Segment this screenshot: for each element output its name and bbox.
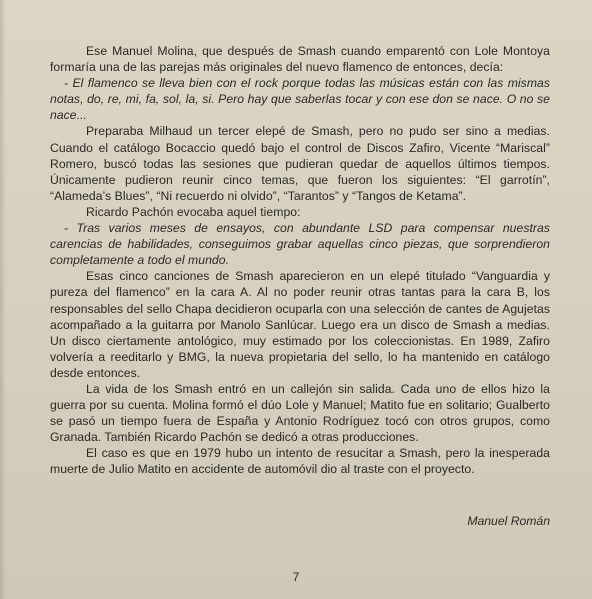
paragraph: Ricardo Pachón evocaba aquel tiempo: bbox=[86, 204, 301, 219]
page-number: 7 bbox=[292, 570, 300, 584]
paragraph: El caso es que en 1979 hubo un intento de resucitar a Smash, pero la inesperada muerte de Julio Matito en accidente de automóvil dio al traste con el proyecto. bbox=[50, 446, 550, 477]
paragraph: Esas cinco canciones de Smash aparecieron en un elepé titulado “Vanguardia y pureza del flamenco” en la cara A. Al no poder reunir otras tantas para la cara B, los responsables del sello Chapa decidieron ocuparla con una selección de cantes de Agujetas acompañado a la guitarra por Manolo Sanlúcar. Luego era un disco de Smash a medias. Un disco ciertamente antológico, muy estimado por los coleccionistas. En 1989, Zafiro volvería a reeditarlo y BMG, la nueva propietaria del sello, lo ha mantenido en catálogo desde entonces. bbox=[50, 269, 550, 380]
body-text bbox=[50, 43, 550, 478]
paragraph: Preparaba Milhaud un tercer elepé de Smash, pero no pudo ser sino a medias. Cuando el catálogo Bocaccio quedó bajo el control de Discos Zafiro, Vicente “Mariscal” Romero, buscó todas las sesiones que pudieran quedar de aquellos últimos tiempos. Únicamente pudieron reunir cinco temas, que fueron los siguientes: “El garrotín”, “Alameda’s Blues”, “Ni recuerdo ni olvido”, “Tarantos” y “Tangos de Ketama”. bbox=[50, 124, 550, 203]
page-gutter-shadow bbox=[0, 0, 6, 599]
quote-paragraph: - El flamenco se lleva bien con el rock porque todas las músicas están con las mismas notas, do, re, mi, fa, sol, la, si. Pero hay que saberlas tocar y con ese don se nace. O no se nace... bbox=[50, 76, 550, 123]
paragraph: Ese Manuel Molina, que después de Smash cuando emparentó con Lole Montoya formaría una de las parejas más originales del nuevo flamenco de entonces, decía: bbox=[50, 44, 550, 75]
paragraph: La vida de los Smash entró en un callejón sin salida. Cada uno de ellos hizo la guerra por su cuenta. Molina formó el dúo Lole y Manuel; Matito fue en solitario; Gualberto se pasó un tiempo fuera de España y Antonio Rodríguez tocó con otros grupos, como Granada. También Ricardo Pachón se dedicó a otras producciones. bbox=[50, 381, 550, 445]
author-signature: Manuel Román bbox=[467, 514, 550, 528]
quote-paragraph: - Tras varios meses de ensayos, con abundante LSD para compensar nuestras carencias de habilidades, conseguimos grabar aquellas cinco piezas, que sorprendieron completamente a todo el mundo. bbox=[50, 221, 550, 268]
